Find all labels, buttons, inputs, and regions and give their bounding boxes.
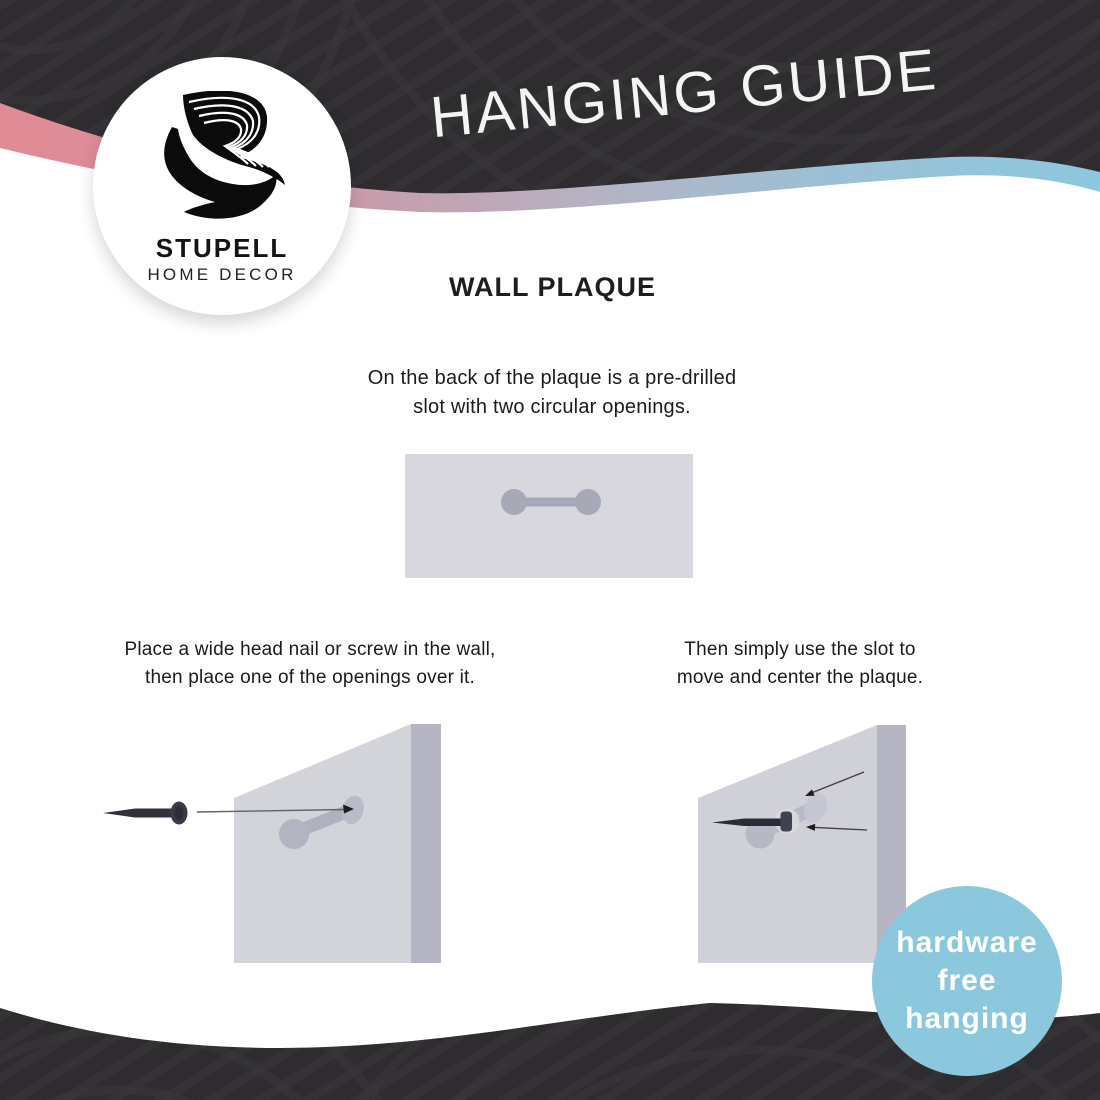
step-1-line-2: then place one of the openings over it. (145, 667, 475, 688)
step-2-line-2: move and center the plaque. (676, 667, 924, 688)
slide-to-center-diagram (698, 725, 906, 963)
hardware-free-badge (872, 886, 1062, 1076)
nail-into-slot-diagram (103, 724, 441, 963)
badge-line-1: hardware (896, 926, 1038, 959)
brand-tagline: HOME DECOR (147, 265, 297, 284)
plaque-side-edge (411, 724, 441, 963)
plaque-front-face (234, 724, 411, 963)
stupell-s-swirl-logo (159, 91, 287, 227)
nail-icon (103, 802, 188, 825)
plaque-front-face (698, 725, 877, 963)
section-heading: WALL PLAQUE (448, 272, 656, 302)
step-1-caption (85, 636, 535, 692)
step-2-caption (600, 636, 1000, 692)
plaque-back-diagram (405, 454, 693, 578)
intro-line-1: On the back of the plaque is a pre-drilled (367, 367, 737, 389)
brand-logo-circle (93, 57, 351, 315)
intro-line-2: slot with two circular openings. (413, 396, 691, 418)
step-2-line-1: Then simply use the slot to (684, 639, 916, 660)
step-1-line-1: Place a wide head nail or screw in the wall, (124, 639, 496, 660)
badge-line-3: hanging (905, 1002, 1029, 1035)
plaque-back (405, 454, 693, 578)
intro-text (278, 364, 826, 422)
brand-name: STUPELL (155, 233, 289, 263)
badge-line-2: free (937, 964, 997, 997)
page-title: HANGING GUIDE (427, 36, 942, 151)
